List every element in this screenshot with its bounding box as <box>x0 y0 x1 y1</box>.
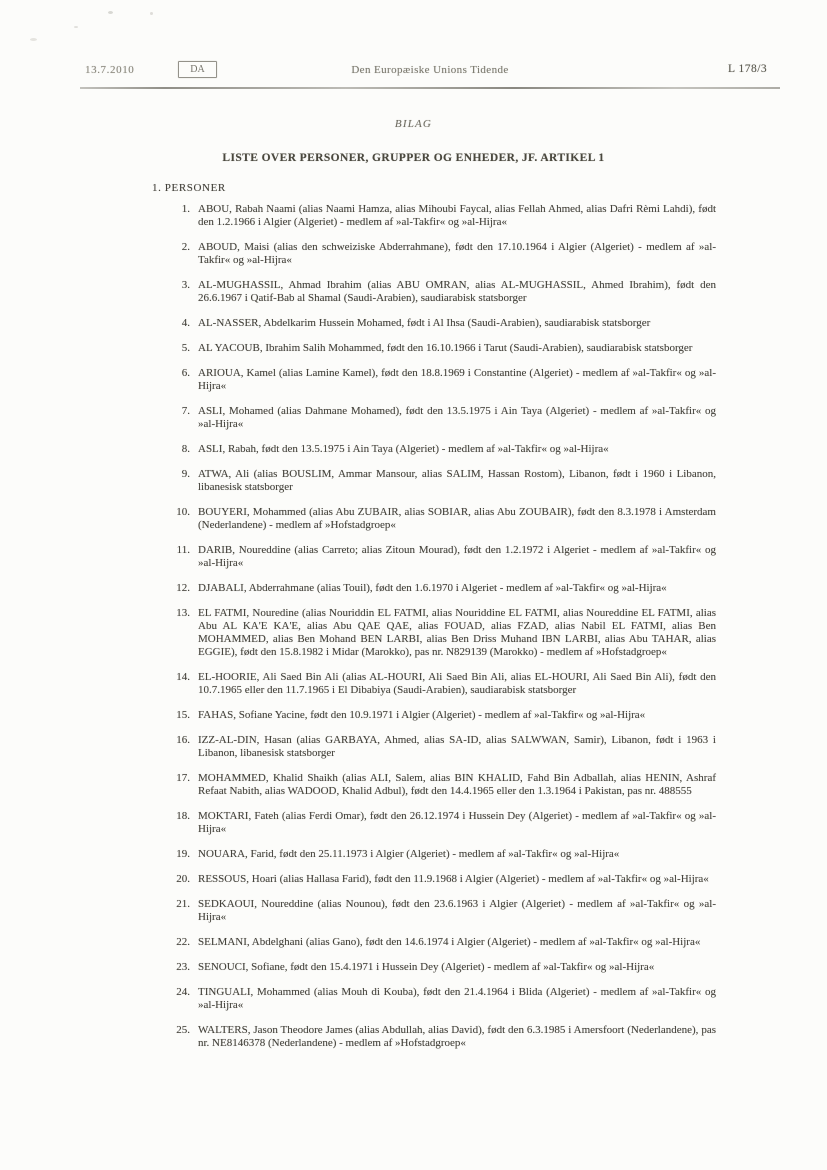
person-entry <box>0 936 827 949</box>
person-number: 3. <box>181 279 190 291</box>
person-number: 9. <box>181 468 190 480</box>
person-number: 16. <box>176 734 190 746</box>
person-entry <box>0 468 827 494</box>
person-entry <box>0 582 827 595</box>
person-text: MOHAMMED, Khalid Shaikh (alias ALI, Salem, alias BIN KHALID, Fahd Bin Adballah, alias HENIN, Ashraf Refaat Nabith, alias WADOOD, Khalid Adbul), født den 14.4.1965 eller den 1.3.1964 i Pakistan, pas nr. 488555 <box>198 772 716 797</box>
person-text: SEDKAOUI, Noureddine (alias Nounou), født den 23.6.1963 i Algier (Algeriet) - medlem af »al-Takfir« og »al-Hijra« <box>198 898 716 923</box>
person-text: MOKTARI, Fateh (alias Ferdi Omar), født den 26.12.1974 i Hussein Dey (Algeriet) - medlem af »al-Takfir« og »al-Hijra« <box>198 810 716 835</box>
person-text: DARIB, Noureddine (alias Carreto; alias Zitoun Mourad), født den 1.2.1972 i Algeriet - medlem af »al-Takfir« og »al-Hijra« <box>198 544 716 569</box>
person-entry <box>0 443 827 456</box>
person-text: EL FATMI, Nouredine (alias Nouriddin EL FATMI, alias Nouriddine EL FATMI, alias Noureddine EL FATMI, alias Abu AL KA'E KA'E, alias Abu QAE QAE, alias FOUAD, alias FZAD, alias Nabil EL FATMI, alias Ben MOHAMMED, alias Ben Mohand BEN LARBI, alias Ben Driss Muhand IBN LARBI, alias Abu TAHAR, alias EGGIE), født den 15.8.1982 i Midar (Marokko), pas nr. N829139 (Marokko) - medlem af »Hofstadgroep« <box>198 607 716 658</box>
person-text: WALTERS, Jason Theodore James (alias Abdullah, alias David), født den 6.3.1985 i Amersfoort (Nederlandene), pas nr. NE8146378 (Nederlandene) - medlem af »Hofstadgroep« <box>198 1024 716 1049</box>
person-text: IZZ-AL-DIN, Hasan (alias GARBAYA, Ahmed, alias SA-ID, alias SALWWAN, Samir), Libanon, født i 1963 i Libanon, libanesisk statsborger <box>198 734 716 759</box>
person-number: 14. <box>176 671 190 683</box>
person-text: ASLI, Mohamed (alias Dahmane Mohamed), født den 13.5.1975 i Ain Taya (Algeriet) - medlem af »al-Takfir« og »al-Hijra« <box>198 405 716 430</box>
header-rule <box>80 87 780 89</box>
section-heading: 1. PERSONER <box>152 182 226 194</box>
scan-artifact <box>108 11 113 14</box>
person-number: 11. <box>176 544 190 556</box>
person-entry <box>0 544 827 570</box>
person-entry <box>0 405 827 431</box>
person-entry <box>0 279 827 305</box>
person-number: 22. <box>176 936 190 948</box>
person-number: 4. <box>181 317 190 329</box>
person-entry <box>0 734 827 760</box>
person-number: 17. <box>176 772 190 784</box>
person-text: SENOUCI, Sofiane, født den 15.4.1971 i Hussein Dey (Algeriet) - medlem af »al-Takfir« og »al-Hijra« <box>198 961 655 973</box>
person-text: AL-MUGHASSIL, Ahmad Ibrahim (alias ABU OMRAN, alias AL-MUGHASSIL, Ahmed Ibrahim), født den 26.6.1967 i Qatif-Bab al Shamal (Saudi-Arabien), saudiarabisk statsborger <box>198 279 716 304</box>
scan-artifact <box>74 26 78 28</box>
person-entry <box>0 506 827 532</box>
page-number: L 178/3 <box>728 63 768 75</box>
person-entry <box>0 671 827 697</box>
person-number: 10. <box>176 506 190 518</box>
person-number: 21. <box>176 898 190 910</box>
journal-title: Den Europæiske Unions Tidende <box>351 64 509 76</box>
person-number: 20. <box>176 873 190 885</box>
person-text: ATWA, Ali (alias BOUSLIM, Ammar Mansour, alias SALIM, Hassan Rostom), Libanon, født i 1960 i Libanon, libanesisk statsborger <box>198 468 716 493</box>
person-list <box>0 203 827 1050</box>
person-entry <box>0 898 827 924</box>
person-entry <box>0 607 827 659</box>
person-entry <box>0 367 827 393</box>
person-entry <box>0 873 827 886</box>
person-entry <box>0 203 827 229</box>
person-text: TINGUALI, Mohammed (alias Mouh di Kouba), født den 21.4.1964 i Blida (Algeriet) - medlem af »al-Takfir« og »al-Hijra« <box>198 986 716 1011</box>
person-entry <box>0 241 827 267</box>
person-entry <box>0 1024 827 1050</box>
annex-label: BILAG <box>394 118 433 130</box>
person-text: EL-HOORIE, Ali Saed Bin Ali (alias AL-HOURI, Ali Saed Bin Ali, alias EL-HOURI, Ali Saed Bin Ali), født den 10.7.1965 eller den 11.7.1965 i El Dibabiya (Saudi-Arabien), saudiarabisk statsborger <box>198 671 716 696</box>
person-entry <box>0 986 827 1012</box>
scan-artifact <box>30 38 37 41</box>
person-number: 2. <box>181 241 190 253</box>
person-number: 6. <box>181 367 190 379</box>
person-text: BOUYERI, Mohammed (alias Abu ZUBAIR, alias SOBIAR, alias Abu ZOUBAIR), født den 8.3.1978 i Amsterdam (Nederlandene) - medlem af »Hofstadgroep« <box>198 506 716 531</box>
person-number: 7. <box>181 405 190 417</box>
scan-artifact <box>150 12 153 15</box>
document-title: LISTE OVER PERSONER, GRUPPER OG ENHEDER, JF. ARTIKEL 1 <box>222 152 605 164</box>
page-content <box>0 112 827 1062</box>
person-text: AL YACOUB, Ibrahim Salih Mohammed, født den 16.10.1966 i Tarut (Saudi-Arabien), saudiarabisk statsborger <box>198 342 693 354</box>
person-entry <box>0 772 827 798</box>
person-number: 13. <box>176 607 190 619</box>
person-text: ABOUD, Maisi (alias den schweiziske Abderrahmane), født den 17.10.1964 i Algier (Algeriet) - medlem af »al-Takfir« og »al-Hijra« <box>198 241 716 266</box>
person-entry <box>0 848 827 861</box>
person-text: FAHAS, Sofiane Yacine, født den 10.9.1971 i Algier (Algeriet) - medlem af »al-Takfir« og »al-Hijra« <box>198 709 646 721</box>
person-number: 24. <box>176 986 190 998</box>
person-entry <box>0 342 827 355</box>
person-entry <box>0 317 827 330</box>
person-text: ASLI, Rabah, født den 13.5.1975 i Ain Taya (Algeriet) - medlem af »al-Takfir« og »al-Hijra« <box>198 443 609 455</box>
person-text: NOUARA, Farid, født den 25.11.1973 i Algier (Algeriet) - medlem af »al-Takfir« og »al-Hijra« <box>198 848 620 860</box>
person-number: 5. <box>181 342 190 354</box>
language-code-box: DA <box>178 61 217 78</box>
person-number: 19. <box>176 848 190 860</box>
person-text: SELMANI, Abdelghani (alias Gano), født den 14.6.1974 i Algier (Algeriet) - medlem af »al-Takfir« og »al-Hijra« <box>198 936 701 948</box>
person-text: AL-NASSER, Abdelkarim Hussein Mohamed, født i Al Ihsa (Saudi-Arabien), saudiarabisk statsborger <box>198 317 651 329</box>
person-entry <box>0 709 827 722</box>
person-entry <box>0 810 827 836</box>
person-entry <box>0 961 827 974</box>
person-number: 25. <box>176 1024 190 1036</box>
person-number: 18. <box>176 810 190 822</box>
person-number: 1. <box>181 203 190 215</box>
header-date: 13.7.2010 <box>85 64 135 76</box>
person-text: RESSOUS, Hoari (alias Hallasa Farid), født den 11.9.1968 i Algier (Algeriet) - medlem af »al-Takfir« og »al-Hijra« <box>198 873 709 885</box>
person-number: 15. <box>176 709 190 721</box>
person-text: DJABALI, Abderrahmane (alias Touil), født den 1.6.1970 i Algeriet - medlem af »al-Takfir« og »al-Hijra« <box>198 582 667 594</box>
person-number: 8. <box>181 443 190 455</box>
person-text: ARIOUA, Kamel (alias Lamine Kamel), født den 18.8.1969 i Constantine (Algeriet) - medlem af »al-Takfir« og »al-Hijra« <box>198 367 716 392</box>
person-number: 23. <box>176 961 190 973</box>
person-number: 12. <box>176 582 190 594</box>
person-text: ABOU, Rabah Naami (alias Naami Hamza, alias Mihoubi Faycal, alias Fellah Ahmed, alias Dafri Rèmi Lahdi), født den 1.2.1966 i Algier (Algeriet) - medlem af »al-Takfir« og »al-Hijra« <box>198 203 716 228</box>
